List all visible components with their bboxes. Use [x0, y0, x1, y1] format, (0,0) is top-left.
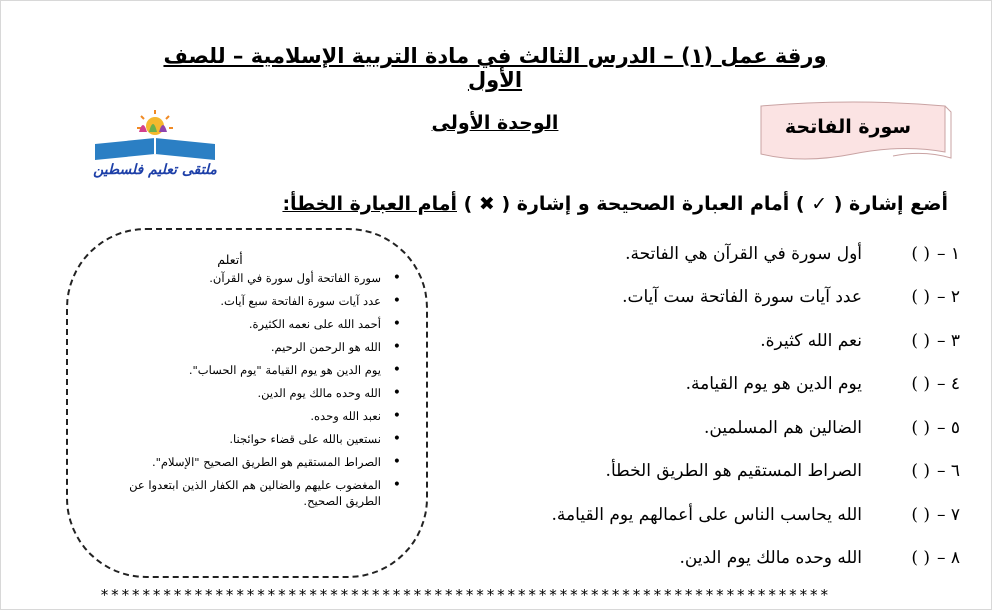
- question-text: يوم الدين هو يوم القيامة.: [685, 374, 862, 395]
- learn-item: • نستعين بالله على قضاء حوائجنا.: [105, 431, 403, 447]
- answer-blank[interactable]: ( ): [911, 461, 930, 482]
- instruction: [280, 193, 948, 215]
- question-item: [440, 276, 960, 320]
- site-logo: [75, 108, 235, 190]
- question-item: [440, 319, 960, 363]
- question-item: [440, 537, 960, 581]
- learn-item: • سورة الفاتحة أول سورة في القرآن.: [105, 270, 403, 286]
- learn-item: • الصراط المستقيم هو الطريق الصحيح "الإسلام".: [105, 454, 403, 470]
- logo-text: ملتقى تعليم فلسطين: [93, 162, 217, 178]
- answer-blank[interactable]: ( ): [911, 330, 930, 351]
- questions-list: [440, 232, 960, 580]
- learn-item: • عدد آيات سورة الفاتحة سبع آيات.: [105, 293, 403, 309]
- book-sun-logo-icon: [75, 108, 235, 168]
- learn-item: • نعبد الله وحده.: [105, 408, 403, 424]
- question-number: ٦ –: [936, 461, 960, 482]
- learn-item: • الله هو الرحمن الرحيم.: [105, 339, 403, 355]
- learn-title: أتعلم: [217, 252, 243, 267]
- question-text: عدد آيات سورة الفاتحة ست آيات.: [622, 287, 862, 308]
- surah-banner: [753, 100, 953, 164]
- answer-blank[interactable]: ( ): [911, 548, 930, 569]
- answer-blank[interactable]: ( ): [911, 287, 930, 308]
- question-text: أول سورة في القرآن هي الفاتحة.: [625, 243, 862, 264]
- answer-blank[interactable]: ( ): [911, 504, 930, 525]
- learn-item: • يوم الدين هو يوم القيامة "يوم الحساب".: [105, 362, 403, 378]
- question-number: ٢ –: [936, 287, 960, 308]
- question-number: ٧ –: [936, 504, 960, 525]
- answer-blank[interactable]: ( ): [911, 417, 930, 438]
- star-divider: **********************************************************************: [100, 586, 831, 604]
- learn-item: • المغضوب عليهم والضالين هم الكفار الذين ابتعدوا عن الطريق الصحيح.: [105, 477, 403, 509]
- question-text: الضالين هم المسلمين.: [704, 417, 862, 438]
- answer-blank[interactable]: ( ): [911, 374, 930, 395]
- question-number: ٥ –: [936, 417, 960, 438]
- question-number: ٨ –: [936, 548, 960, 569]
- learn-item: • الله وحده مالك يوم الدين.: [105, 385, 403, 401]
- learn-item: • أحمد الله على نعمه الكثيرة.: [105, 316, 403, 332]
- unit-title: الوحدة الأولى: [431, 112, 559, 134]
- question-number: ٤ –: [936, 374, 960, 395]
- question-item: [440, 363, 960, 407]
- question-number: ١ –: [936, 243, 960, 264]
- question-text: الله يحاسب الناس على أعمالهم يوم القيامة.: [551, 504, 862, 525]
- question-item: [440, 232, 960, 276]
- instruction-text: أضع إشارة ( ✓ ) أمام العبارة الصحيحة و إشارة ( ✖ ): [457, 193, 948, 215]
- worksheet-title: ورقة عمل (١) – الدرس الثالث في مادة التربية الإسلامية – للصف الأول: [163, 44, 827, 92]
- answer-blank[interactable]: ( ): [911, 243, 930, 264]
- question-text: الصراط المستقيم هو الطريق الخطأ.: [605, 461, 862, 482]
- surah-name: سورة الفاتحة: [784, 116, 912, 138]
- learn-list: [105, 270, 403, 516]
- question-item: [440, 450, 960, 494]
- question-number: ٣ –: [936, 330, 960, 351]
- question-text: الله وحده مالك يوم الدين.: [679, 548, 862, 569]
- instruction-underlined: أمام العبارة الخطأ:: [282, 193, 457, 215]
- question-item: [440, 406, 960, 450]
- question-text: نعم الله كثيرة.: [760, 330, 862, 351]
- question-item: [440, 493, 960, 537]
